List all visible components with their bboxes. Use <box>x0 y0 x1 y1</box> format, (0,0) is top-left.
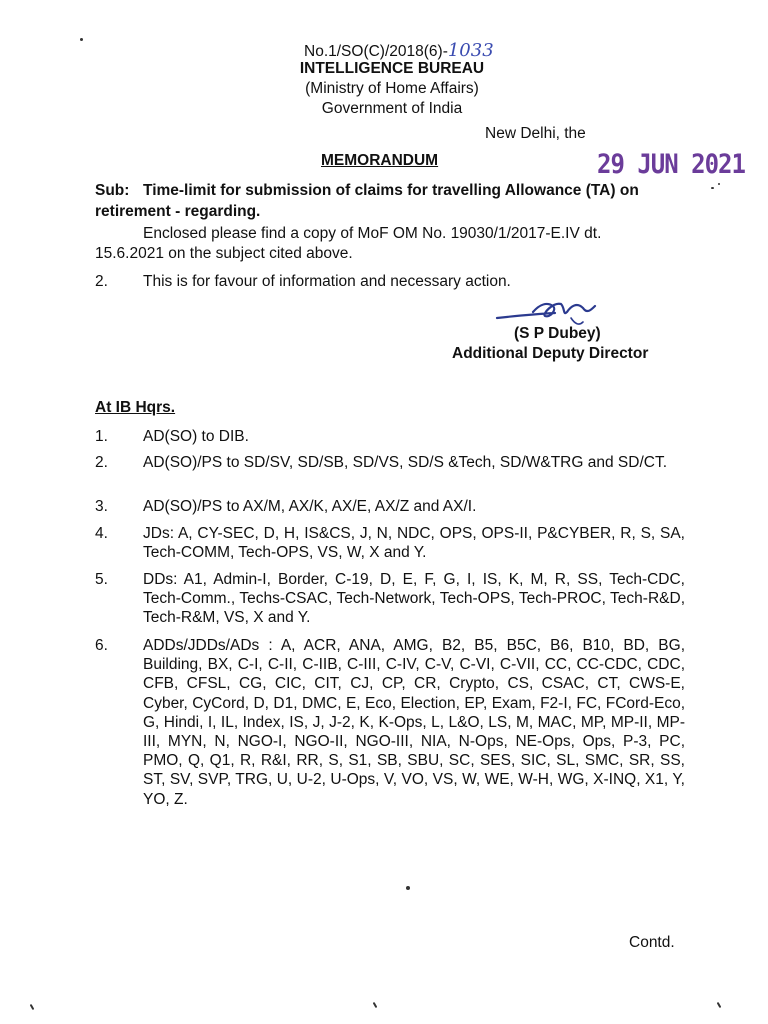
subject-block <box>95 180 695 222</box>
scan-speck <box>711 187 714 189</box>
place-line: New Delhi, the <box>485 125 586 142</box>
ministry-name: (Ministry of Home Affairs) <box>305 80 479 97</box>
list-item-number: 1. <box>95 428 108 445</box>
reference-number <box>304 40 494 61</box>
list-item-text: AD(SO)/PS to AX/M, AX/K, AX/E, AX/Z and AX/I. <box>143 498 477 515</box>
paragraph-2-text: This is for favour of information and necessary action. <box>143 273 511 290</box>
scan-speck <box>80 38 83 41</box>
scan-speck <box>717 1002 722 1008</box>
list-item-number: 5. <box>95 571 108 588</box>
list-item-number: 6. <box>95 637 108 654</box>
list-item-text: JDs: A, CY-SEC, D, H, IS&CS, J, N, NDC, OPS, OPS-II, P&CYBER, R, S, SA, Tech-COMM, Tech-OPS, VS, W, X and Y. <box>143 525 685 562</box>
list-item-text: ADDs/JDDs/ADs : A, ACR, ANA, AMG, B2, B5, B5C, B6, B10, BD, BG, Building, BX, C-I, C-II, C-IIB, C-III, C-IV, C-V, C-VI, C-VII, CC, CC-CDC, CDC, CFB, CFSL, CG, CIC, CIT, CJ, CP, CR, Crypto, CS, CSAC, CT, CWS-E, Cyber, CyCord, D, D1, DMC, E, Eco, Election, EP, Exam, F2-I, FC, FCord-Eco, G, Hindi, I, IL, Index, IS, J, J-2, K, K-Ops, L, L&O, LS, M, MAC, MP, MP-II, MP-III, MYN, N, NGO-I, NGO-II, NGO-III, NIA, N-Ops, NE-Ops, Ops, P-3, PC, PMO, Q, Q1, R, R&I, RR, S, S1, SB, SBU, SC, SES, SIC, SL, SMC, SR, SS, ST, SV, SVP, TRG, U, U-2, U-Ops, V, VO, VS, W, WE, W-H, WG, X-INQ, X1, Y, YO, Z. <box>143 637 685 808</box>
list-item-number: 2. <box>95 454 108 471</box>
scan-speck <box>718 183 720 185</box>
paragraph-1-line-2: 15.6.2021 on the subject cited above. <box>95 245 353 262</box>
organisation-name: INTELLIGENCE BUREAU <box>299 60 485 77</box>
list-item-text: AD(SO)/PS to SD/SV, SD/SB, SD/VS, SD/S &Tech, SD/W&TRG and SD/CT. <box>143 454 667 471</box>
continued-marker: Contd. <box>629 934 675 951</box>
signatory-name: (S P Dubey) <box>514 325 601 342</box>
signatory-designation: Additional Deputy Director <box>452 345 649 362</box>
paragraph-2-number: 2. <box>95 273 108 290</box>
subject-label: Sub: <box>95 182 130 199</box>
scan-speck <box>406 886 410 890</box>
paragraph-1-line-1: Enclosed please find a copy of MoF OM No. 19030/1/2017-E.IV dt. <box>143 225 602 242</box>
scan-speck <box>30 1004 35 1010</box>
distribution-heading: At IB Hqrs. <box>95 399 176 416</box>
date-stamp: 29 JUN 2021 <box>597 148 745 180</box>
list-item-number: 4. <box>95 525 108 542</box>
list-item-text: AD(SO) to DIB. <box>143 428 249 445</box>
memorandum-title: MEMORANDUM <box>321 152 439 169</box>
reference-number-handwritten: 1033 <box>447 40 494 61</box>
scan-speck <box>373 1002 378 1008</box>
list-item-text: DDs: A1, Admin-I, Border, C-19, D, E, F, G, I, IS, K, M, R, SS, Tech-CDC, Tech-Comm., Techs-CSAC, Tech-Network, Tech-OPS, Tech-PROC, Tech-R&D, Tech-R&M, VS, X and Y. <box>143 571 685 627</box>
reference-number-printed: No.1/SO(C)/2018(6)- <box>304 43 448 60</box>
subject-text: Time-limit for submission of claims for travelling Allowance (TA) on retirement - regarding. <box>95 182 639 220</box>
list-item-number: 3. <box>95 498 108 515</box>
government-name: Government of India <box>321 100 463 117</box>
